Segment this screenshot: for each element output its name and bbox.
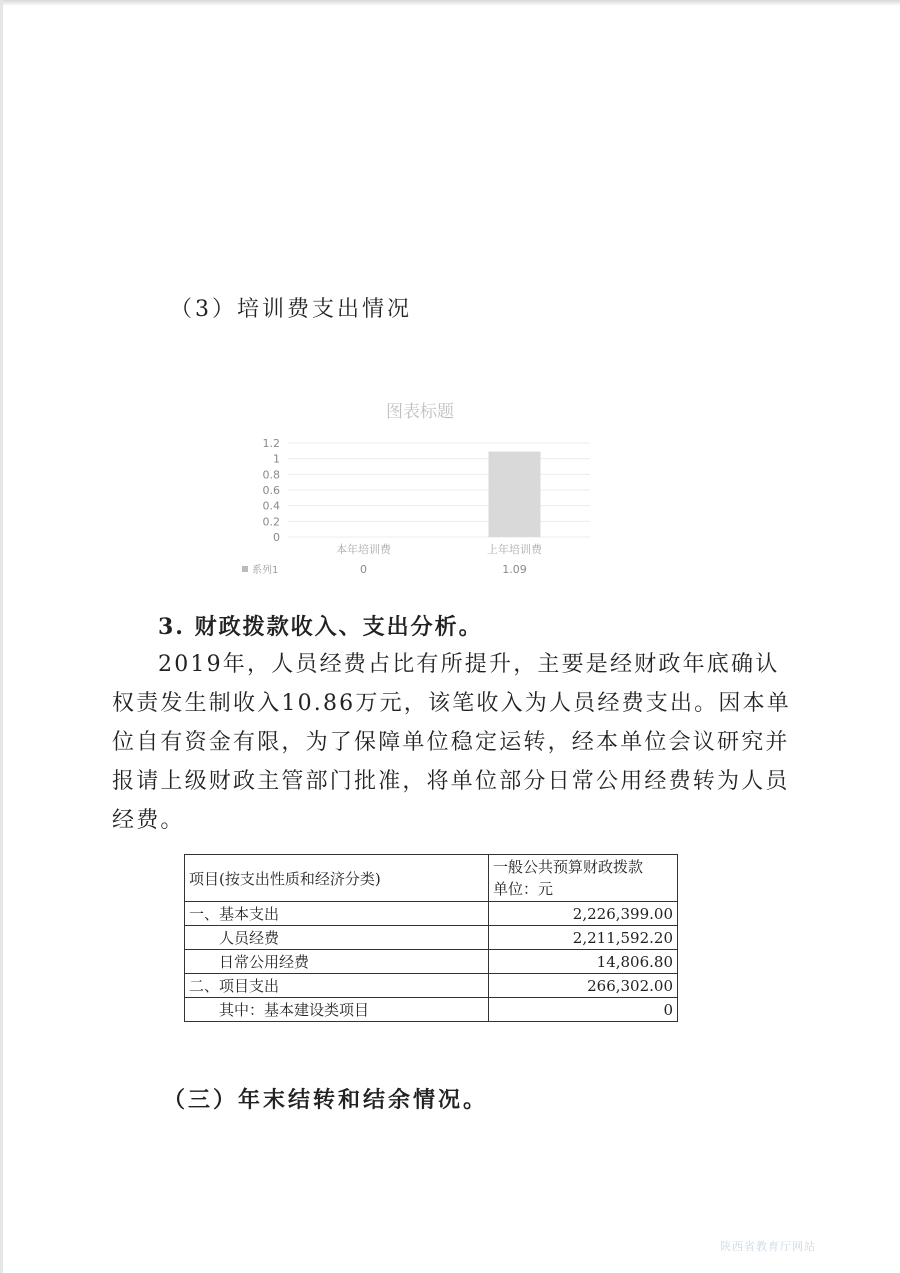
analysis-paragraph: 2019年，人员经费占比有所提升，主要是经财政年底确认权责发生制收入10.86万元，该笔收入为人员经费支出。因本单位自有资金有限，为了保障单位稳定运转，经本单位会议研究并报请上级财政主管部门批准，将单位部分日常公用经费转为人员经费。 xyxy=(112,652,791,833)
section-3-title: 3. 财政拨款收入、支出分析。 xyxy=(158,614,483,640)
x-tick-label: 本年培训费 xyxy=(336,543,391,556)
y-tick-label: 0.4 xyxy=(262,499,280,513)
expenditure-table xyxy=(184,854,678,1022)
row-label: 日常公用经费 xyxy=(185,950,489,974)
section-carryover-title: （三）年末结转和结余情况。 xyxy=(163,1087,489,1113)
data-table-value: 0 xyxy=(360,563,367,576)
y-tick-label: 0 xyxy=(273,531,280,544)
table-header-row xyxy=(185,855,678,902)
header-amount-title: 一般公共预算财政拨款 xyxy=(493,858,644,876)
legend-series-name: 系列1 xyxy=(252,565,279,576)
bars xyxy=(489,452,541,537)
y-tick-label: 1.2 xyxy=(262,437,280,450)
y-tick-label: 1 xyxy=(273,452,280,466)
training-fee-chart xyxy=(230,395,610,595)
header-unit: 单位：元 xyxy=(493,880,554,898)
chart-title: 图表标题 xyxy=(386,402,454,422)
row-label: 其中：基本建设类项目 xyxy=(185,998,489,1022)
row-value: 0 xyxy=(489,998,678,1022)
table-row xyxy=(185,974,678,998)
scan-edge-top xyxy=(0,0,900,6)
x-tick-label: 上年培训费 xyxy=(487,543,542,556)
y-tick-label: 0.6 xyxy=(262,484,280,497)
grid-lines xyxy=(288,443,590,537)
row-label: 二、项目支出 xyxy=(185,974,489,998)
legend-swatch xyxy=(242,566,248,572)
site-watermark: 陕西省教育厅网站 xyxy=(720,1240,816,1253)
y-tick-label: 0.8 xyxy=(262,468,280,482)
row-value: 266,302.00 xyxy=(489,974,678,998)
row-value: 2,211,592.20 xyxy=(489,926,678,950)
table-row xyxy=(185,902,678,926)
row-label: 人员经费 xyxy=(185,926,489,950)
row-label: 一、基本支出 xyxy=(185,902,489,926)
y-tick-label: 0.2 xyxy=(262,515,280,529)
table-row xyxy=(185,950,678,974)
y-axis xyxy=(263,437,281,544)
heading-training-fees: （3）培训费支出情况 xyxy=(170,297,412,322)
row-value: 2,226,399.00 xyxy=(489,902,678,926)
table-row xyxy=(185,998,678,1022)
table-row xyxy=(185,926,678,950)
header-amount-column xyxy=(489,855,678,902)
header-item-column: 项目(按支出性质和经济分类) xyxy=(185,855,489,902)
data-table-value: 1.09 xyxy=(502,563,527,576)
scan-edge-left xyxy=(0,0,3,1273)
x-axis-labels xyxy=(336,542,543,556)
bar-1 xyxy=(489,452,541,537)
legend-table-row xyxy=(242,563,527,576)
row-value: 14,806.80 xyxy=(489,950,678,974)
